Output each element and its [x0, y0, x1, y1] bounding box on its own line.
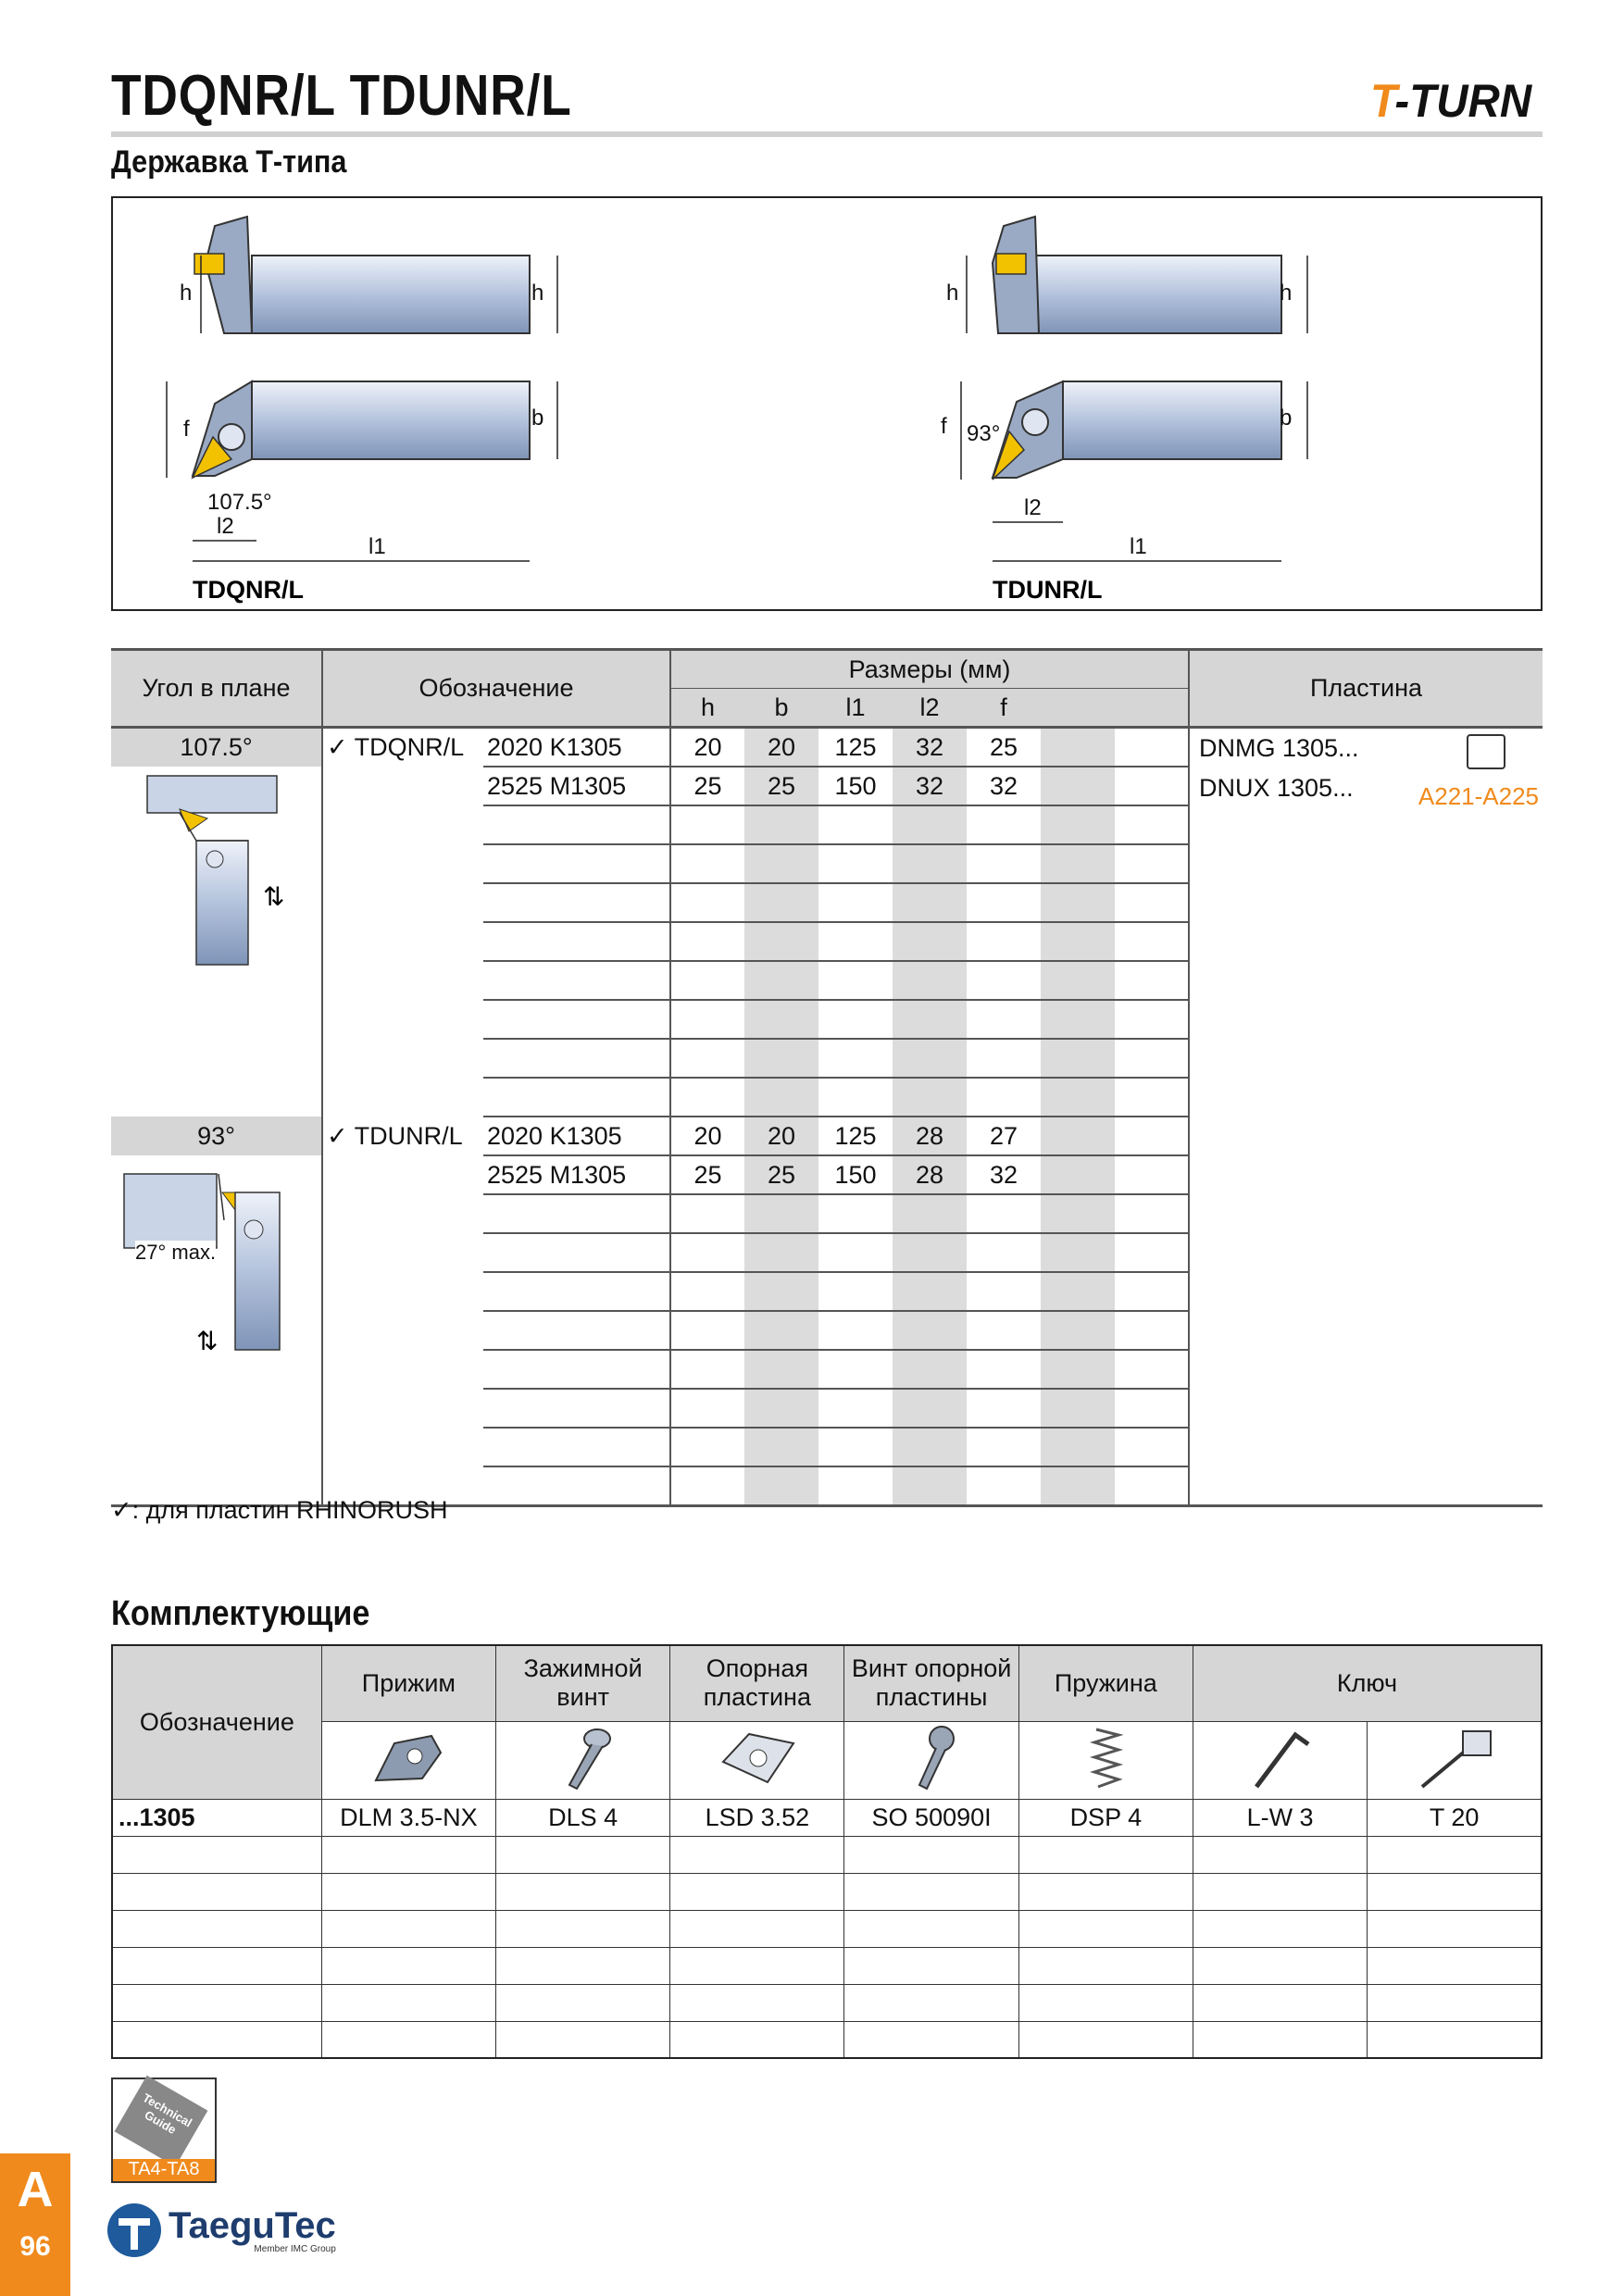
accessories-title: Комплектующие: [111, 1594, 370, 1633]
cell-l1: 150: [818, 767, 893, 805]
svg-text:h: h: [180, 281, 193, 306]
shim-screw-icon: [844, 1721, 1018, 1799]
acc-spring-header: Пружина: [1018, 1645, 1193, 1721]
taegutec-logo: [106, 2202, 336, 2259]
t-key-icon: [1368, 1721, 1542, 1799]
tdunr-sketch: [111, 1155, 322, 1506]
cell-h: 20: [670, 1117, 744, 1155]
cell-h: 25: [670, 767, 744, 805]
svg-text:h: h: [531, 281, 544, 306]
svg-text:93°: 93°: [967, 421, 1001, 446]
cell-b: 25: [744, 767, 818, 805]
svg-text:f: f: [941, 414, 947, 439]
svg-text:h: h: [946, 281, 959, 306]
cell-f: 32: [967, 767, 1041, 805]
empty-row: [112, 1984, 1542, 2021]
cell-b: 20: [744, 728, 818, 767]
code-tdunr-2525: 2525 M1305: [483, 1155, 670, 1194]
acc-spring: DSP 4: [1018, 1799, 1193, 1836]
cell-f: 27: [967, 1117, 1041, 1155]
cell-l2: 32: [893, 767, 967, 805]
company-sub: Member IMC Group: [254, 2243, 336, 2254]
screw-icon: [496, 1721, 670, 1799]
insert-cell: [1189, 728, 1543, 1506]
check-mark: ✓: [327, 1121, 348, 1150]
section-letter: A: [17, 2162, 54, 2217]
cell-b: 20: [744, 1117, 818, 1155]
acc-code: ...1305: [112, 1799, 321, 1836]
cell-l2: 32: [893, 728, 967, 767]
cell-l1: 150: [818, 1155, 893, 1194]
page-number: 96: [19, 2231, 51, 2262]
col-dims-header: Размеры (мм): [670, 650, 1189, 689]
t-turn-logo: T-TURN: [1370, 75, 1532, 127]
catalog-magnifier-icon[interactable]: [1467, 734, 1505, 769]
dimensions-table: [111, 648, 1543, 1507]
code-tdqnr-2525: 2525 M1305: [483, 767, 670, 805]
acc-clamp: DLM 3.5-NX: [321, 1799, 495, 1836]
acc-designation-header: Обозначение: [112, 1645, 321, 1799]
max-angle-note: 27° max.: [135, 1241, 217, 1264]
dim-l1-header: l1: [818, 689, 893, 728]
cell-l2: 28: [893, 1155, 967, 1194]
insert-dnux: DNUX 1305...: [1199, 774, 1354, 802]
empty-row: [112, 1910, 1542, 1947]
cell-l2: 28: [893, 1117, 967, 1155]
footnote: ✓: для пластин RHINORUSH: [111, 1496, 448, 1524]
acc-clamp-screw: DLS 4: [496, 1799, 670, 1836]
dim-h-header: h: [670, 689, 744, 728]
empty-row: [112, 1836, 1542, 1873]
acc-shim-screw-header: Винт опорной пластины: [844, 1645, 1018, 1721]
family-tdunr: TDUNR/L: [354, 1121, 463, 1150]
acc-shim-screw: SO 50090I: [844, 1799, 1018, 1836]
code-tdqnr-2020: 2020 K1305: [483, 728, 670, 767]
svg-text:f: f: [183, 417, 190, 442]
technical-guide-button[interactable]: [111, 2078, 217, 2183]
cell-l1: 125: [818, 728, 893, 767]
col-angle-header: Угол в плане: [111, 650, 322, 728]
cell-f: 32: [967, 1155, 1041, 1194]
accessories-table: [111, 1644, 1543, 2059]
acc-l-key: L-W 3: [1193, 1799, 1367, 1836]
left-side-view: [180, 217, 557, 333]
cell-f: 25: [967, 728, 1041, 767]
empty-row: [112, 1873, 1542, 1910]
tech-guide-ref: TA4-TA8: [113, 2159, 215, 2181]
empty-row: [112, 2021, 1542, 2058]
taegutec-logo-icon: [106, 2202, 163, 2259]
spring-icon: [1018, 1721, 1193, 1799]
family-tdqnr: TDQNR/L: [354, 733, 465, 761]
svg-text:l2: l2: [1024, 495, 1042, 520]
cell-h: 20: [670, 728, 744, 767]
tool-drawings-svg: [113, 198, 1541, 609]
col-designation-header: Обозначение: [322, 650, 670, 728]
cell-b: 25: [744, 1155, 818, 1194]
dim-f-header: f: [967, 689, 1041, 728]
svg-text:⇅: ⇅: [262, 881, 284, 912]
tech-guide-text: Technical Guide: [140, 2090, 195, 2138]
svg-text:l1: l1: [1130, 534, 1147, 559]
insert-dnmg: DNMG 1305...: [1199, 734, 1359, 762]
insert-page-ref[interactable]: A221-A225: [1418, 782, 1539, 810]
svg-text:⇅: ⇅: [195, 1326, 218, 1356]
acc-shim-header: Опорная пластина: [670, 1645, 844, 1721]
tool-drawings: [111, 196, 1543, 611]
figure-right-label: TDUNR/L: [993, 576, 1103, 604]
angle-93: 93°: [111, 1117, 322, 1155]
svg-text:l2: l2: [217, 514, 234, 539]
tdqnr-sketch: [111, 767, 322, 1117]
section-tab: [0, 2153, 70, 2296]
acc-key-header: Ключ: [1193, 1645, 1542, 1721]
acc-clamp-header: Прижим: [321, 1645, 495, 1721]
shim-icon: [670, 1721, 844, 1799]
l-key-icon: [1193, 1721, 1367, 1799]
svg-text:b: b: [1280, 406, 1293, 430]
col-insert-header: Пластина: [1189, 650, 1543, 728]
code-tdunr-2020: 2020 K1305: [483, 1117, 670, 1155]
acc-clamp-screw-header: Зажимной винт: [496, 1645, 670, 1721]
figure-left-label: TDQNR/L: [193, 576, 304, 604]
left-top-view: [167, 381, 557, 561]
acc-t-key: T 20: [1368, 1799, 1542, 1836]
dim-l2-header: l2: [893, 689, 967, 728]
check-mark: ✓: [327, 733, 348, 761]
page-subtitle: Державка Т-типа: [111, 144, 347, 180]
book-icon: [115, 2076, 208, 2167]
right-side-view: [946, 217, 1307, 333]
cell-h: 25: [670, 1155, 744, 1194]
svg-text:h: h: [1280, 281, 1293, 306]
header-rule: [111, 131, 1543, 137]
svg-text:l1: l1: [369, 534, 386, 559]
cell-l1: 125: [818, 1117, 893, 1155]
angle-107-5: 107.5°: [111, 728, 322, 767]
acc-shim: LSD 3.52: [670, 1799, 844, 1836]
dim-b-header: b: [744, 689, 818, 728]
company-name: TaeguTec: [169, 2204, 336, 2246]
svg-text:107.5°: 107.5°: [207, 490, 272, 515]
svg-text:b: b: [531, 406, 544, 430]
clamp-icon: [321, 1721, 495, 1799]
right-top-view: [941, 381, 1307, 561]
empty-row: [112, 1947, 1542, 1984]
page-title: TDQNR/L TDUNR/L: [111, 64, 572, 128]
